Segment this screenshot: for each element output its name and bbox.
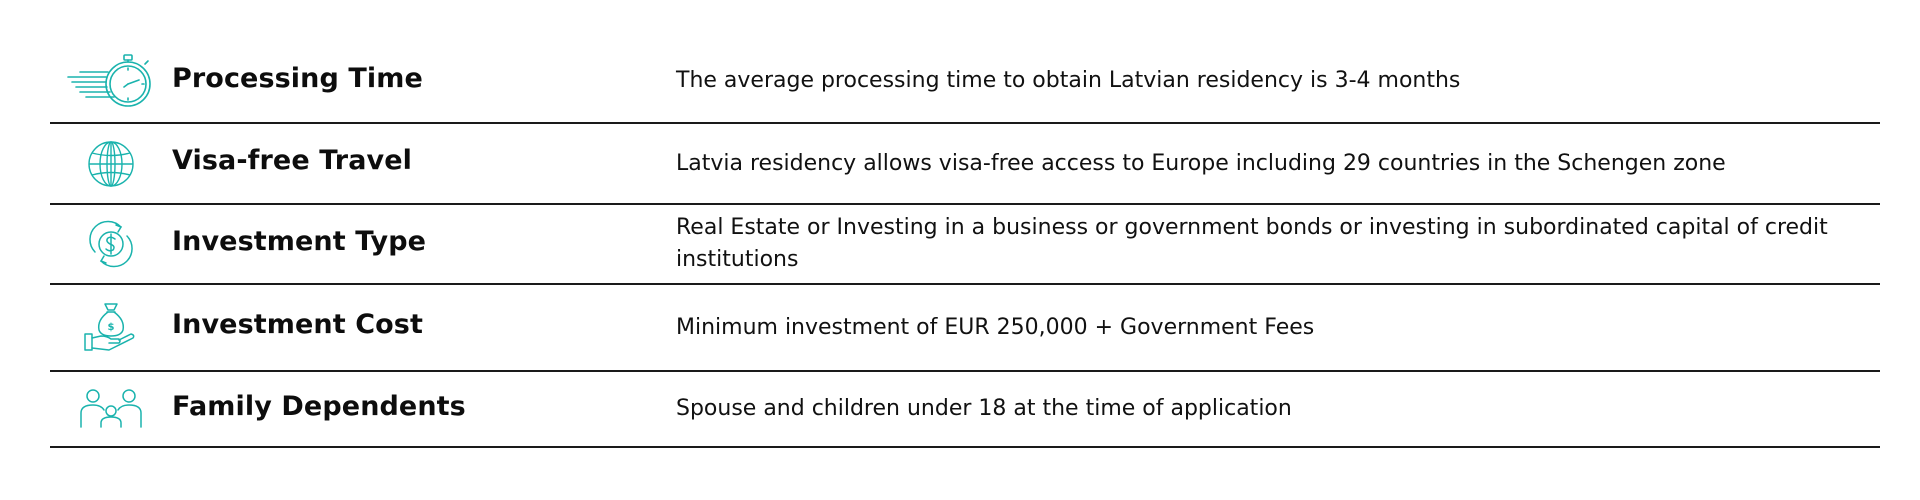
table-row (50, 124, 1880, 205)
family-icon (79, 387, 143, 431)
row-label: Processing Time (172, 62, 423, 94)
row-description: Spouse and children under 18 at the time of application (676, 396, 1292, 421)
row-label: Investment Type (172, 225, 427, 257)
row-description: Latvia residency allows visa-free access to Europe including 29 countries in the Schengen zone (676, 150, 1726, 176)
table-row (50, 372, 1880, 448)
money-bag-hand-icon (83, 300, 139, 356)
row-label: Visa-free Travel (172, 145, 413, 176)
row-description: Real Estate or Investing in a business or government bonds or investing in subordinated capital of credit institutions (676, 215, 1828, 272)
dollar-cycle-icon (86, 219, 136, 269)
row-description: The average processing time to obtain Latvian residency is 3-4 months (676, 68, 1461, 93)
globe-icon (86, 139, 136, 189)
table-row (50, 285, 1880, 372)
features-table (50, 40, 1880, 448)
table-row (50, 40, 1880, 124)
svg-text:$: $ (107, 321, 115, 333)
stopwatch-icon (66, 51, 156, 111)
row-label: Family Dependents (172, 390, 466, 422)
row-label: Investment Cost (172, 309, 423, 340)
table-row (50, 205, 1880, 285)
row-description: Minimum investment of EUR 250,000 + Government Fees (676, 314, 1315, 340)
